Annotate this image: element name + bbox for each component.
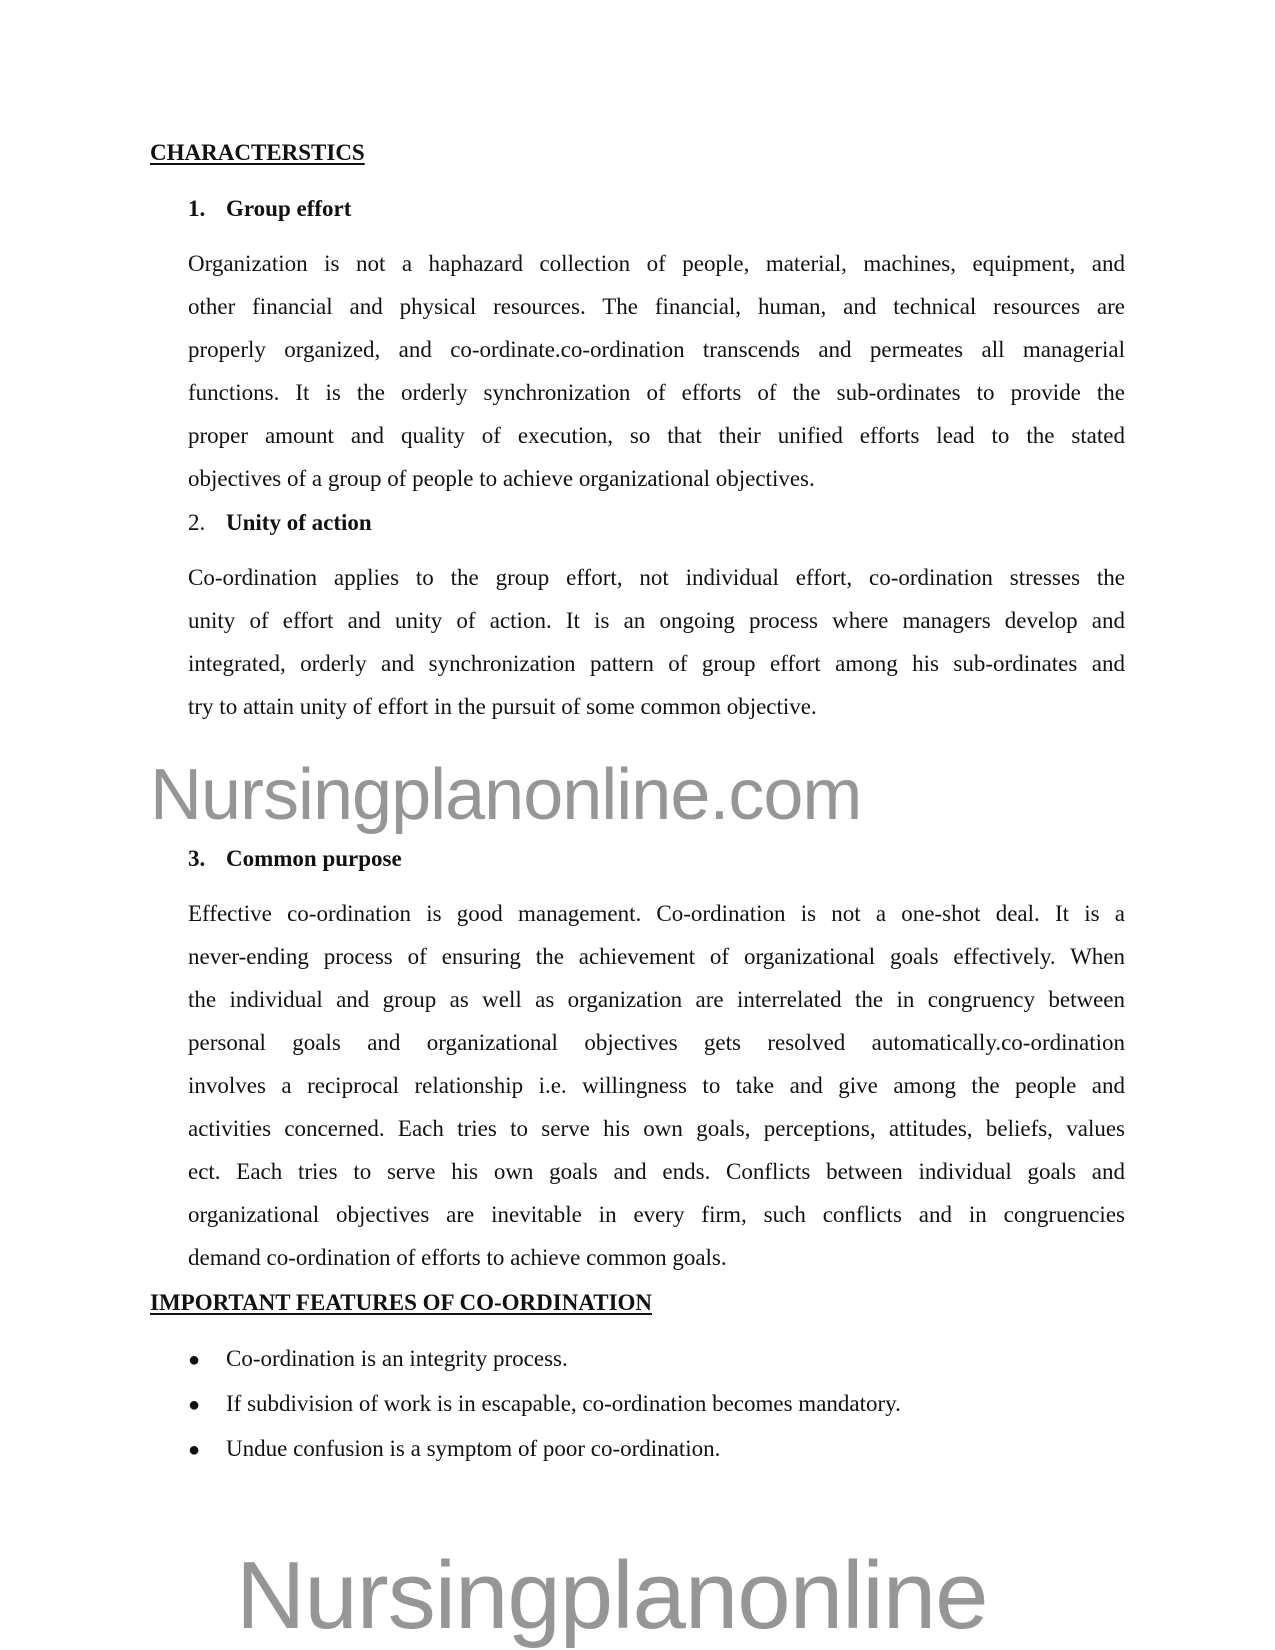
paragraph-line: Co-ordination applies to the group effort, not individual effort, co-ordination stresses the	[188, 565, 1125, 590]
list-item-text: Co-ordination is an integrity process.	[226, 1346, 568, 1371]
paragraph-line: functions. It is the orderly synchronization of efforts of the sub-ordinates to provide the	[188, 380, 1125, 405]
list-item-text: Undue confusion is a symptom of poor co-ordination.	[226, 1436, 721, 1461]
paragraph-line: Effective co-ordination is good management. Co-ordination is not a one-shot deal. It is a	[188, 901, 1125, 926]
paragraph-common-purpose	[188, 892, 1125, 1279]
subheading-common-purpose	[188, 846, 402, 872]
paragraph-line: objectives of a group of people to achieve organizational objectives.	[188, 466, 815, 491]
list-item-text: If subdivision of work is in escapable, co-ordination becomes mandatory.	[226, 1391, 901, 1416]
item-number: 1.	[188, 196, 206, 221]
subheading-group-effort	[188, 196, 351, 222]
paragraph-line: Organization is not a haphazard collection of people, material, machines, equipment, and	[188, 251, 1125, 276]
features-list	[188, 1336, 901, 1471]
paragraph-line: involves a reciprocal relationship i.e. willingness to take and give among the people and	[188, 1073, 1125, 1098]
list-item	[188, 1426, 901, 1471]
paragraph-line: try to attain unity of effort in the pursuit of some common objective.	[188, 694, 817, 719]
watermark-middle: Nursingplanonline.com	[150, 755, 862, 835]
paragraph-line: activities concerned. Each tries to serve his own goals, perceptions, attitudes, beliefs, values	[188, 1116, 1125, 1141]
item-number: 3.	[188, 846, 206, 871]
paragraph-line: organizational objectives are inevitable in every firm, such conflicts and in congruencies	[188, 1202, 1125, 1227]
item-title: Common purpose	[226, 846, 402, 871]
paragraph-line: integrated, orderly and synchronization pattern of group effort among his sub-ordinates and	[188, 651, 1125, 676]
subheading-unity-of-action	[188, 510, 372, 536]
paragraph-line: personal goals and organizational objectives gets resolved automatically.co-ordination	[188, 1030, 1125, 1055]
paragraph-line: other financial and physical resources. The financial, human, and technical resources are	[188, 294, 1125, 319]
list-item	[188, 1381, 901, 1426]
paragraph-line: the individual and group as well as organization are interrelated the in congruency between	[188, 987, 1125, 1012]
heading-characteristics: CHARACTERSTICS	[150, 140, 365, 165]
item-number: 2.	[188, 510, 206, 535]
paragraph-line: demand co-ordination of efforts to achieve common goals.	[188, 1245, 727, 1270]
item-title: Unity of action	[226, 510, 372, 535]
watermark-bottom: Nursingplanonline	[236, 1542, 988, 1649]
paragraph-line: unity of effort and unity of action. It is an ongoing process where managers develop and	[188, 608, 1125, 633]
list-item	[188, 1336, 901, 1381]
paragraph-line: properly organized, and co-ordinate.co-ordination transcends and permeates all managerial	[188, 337, 1125, 362]
paragraph-group-effort	[188, 242, 1125, 500]
paragraph-line: never-ending process of ensuring the achievement of organizational goals effectively. When	[188, 944, 1125, 969]
bullet-dot-icon: ●	[188, 1349, 201, 1371]
bullet-dot-icon: ●	[188, 1439, 201, 1461]
paragraph-line: ect. Each tries to serve his own goals and ends. Conflicts between individual goals and	[188, 1159, 1125, 1184]
paragraph-unity-of-action	[188, 556, 1125, 728]
paragraph-line: proper amount and quality of execution, so that their unified efforts lead to the stated	[188, 423, 1125, 448]
bullet-dot-icon: ●	[188, 1394, 201, 1416]
heading-important-features: IMPORTANT FEATURES OF CO-ORDINATION	[150, 1290, 653, 1315]
item-title: Group effort	[226, 196, 352, 221]
